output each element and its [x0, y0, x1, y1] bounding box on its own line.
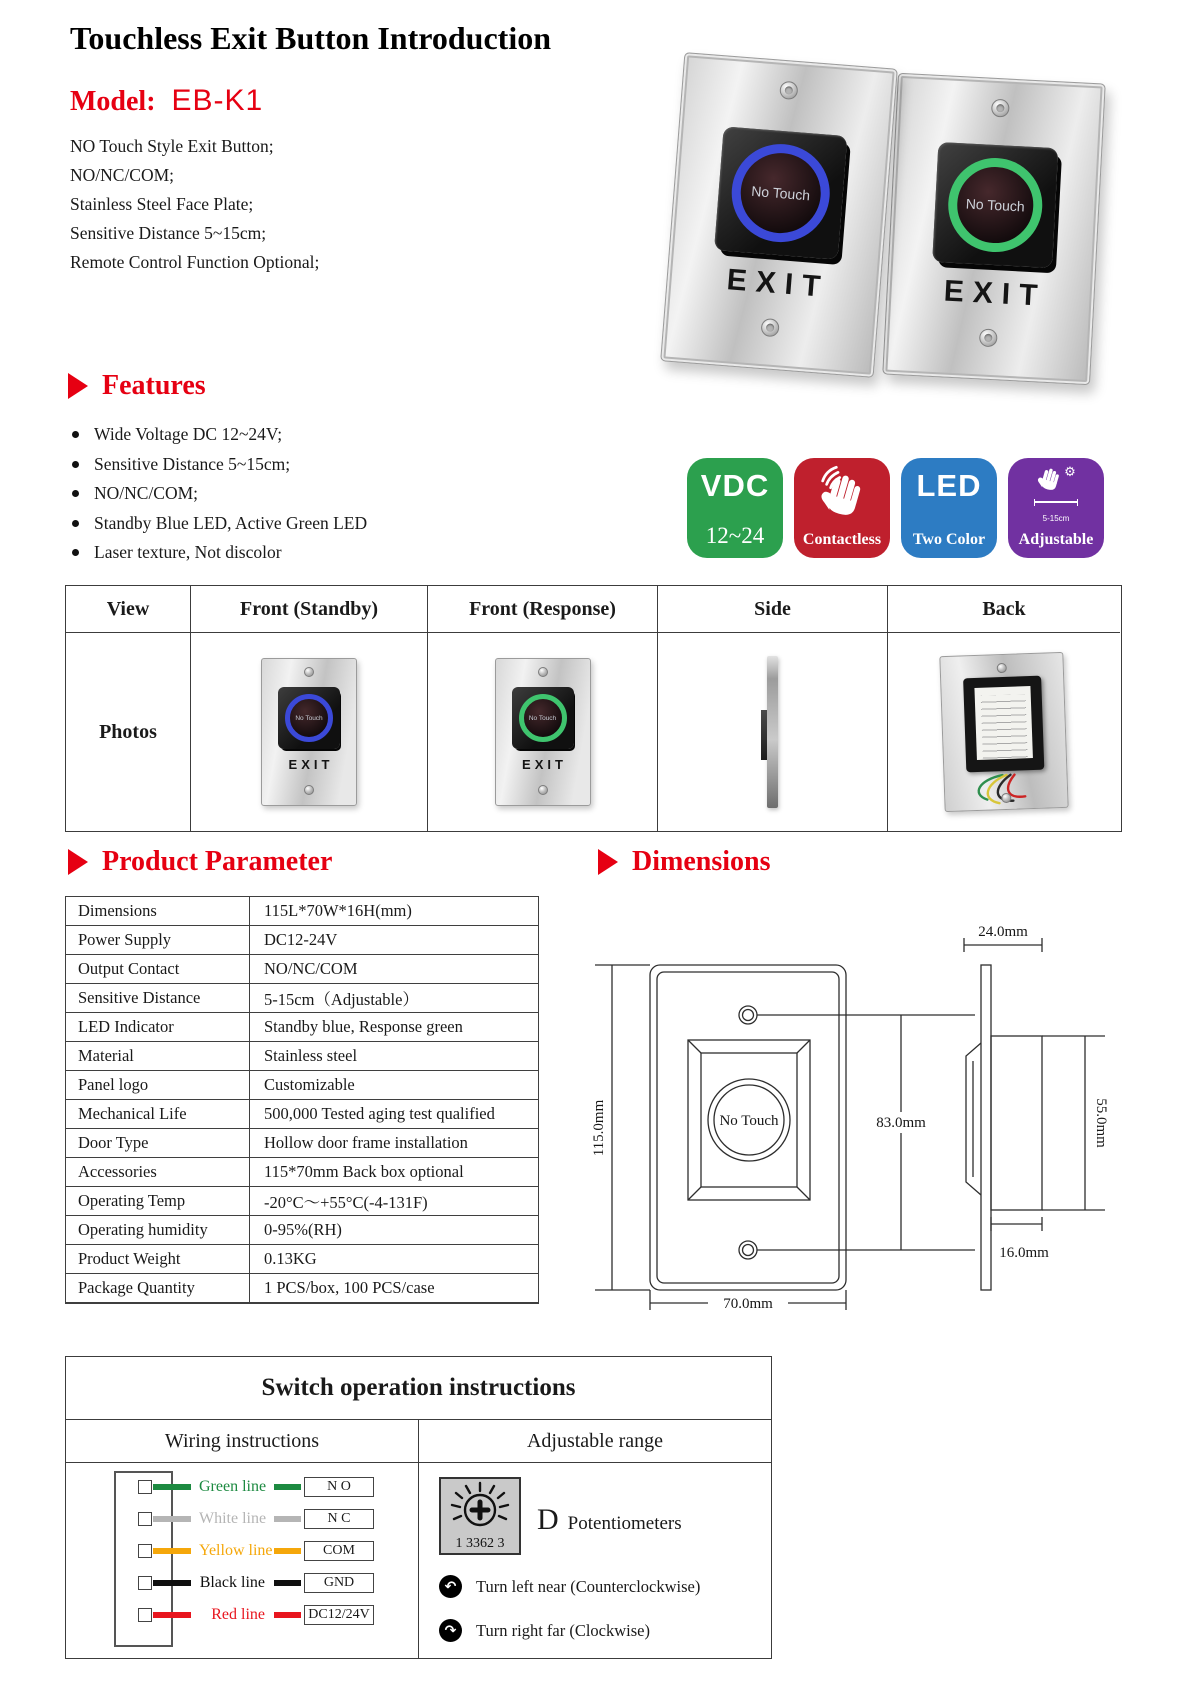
terminal-box: GND: [304, 1573, 374, 1593]
exit-button-photo-response: [882, 73, 1106, 385]
terminal-box: DC12/24V: [304, 1605, 374, 1625]
wires-icon: [958, 771, 1051, 810]
wire-label: Red line: [211, 1606, 265, 1623]
wire-stub: [153, 1484, 191, 1490]
table-row: Operating Temp -20°C～+55°C(-4-131F): [66, 1187, 538, 1216]
rotate-cw-icon: [439, 1619, 462, 1642]
label-sticker: [974, 686, 1032, 760]
adjustable-range-panel: [419, 1463, 771, 1658]
back-box: [963, 676, 1044, 773]
wire-label: Green line: [199, 1478, 267, 1495]
wire-row: [66, 1605, 374, 1625]
hand-icon: [818, 465, 866, 515]
wiring-instructions-header: Wiring instructions: [66, 1420, 419, 1462]
screw-icon: [760, 318, 779, 337]
table-row: Mechanical Life 500,000 Tested aging test qualified: [66, 1100, 538, 1129]
wire-stub: [153, 1612, 191, 1618]
dim-depth-label: 24.0mm: [978, 924, 1028, 940]
feature-item: Laser texture, Not discolor: [72, 538, 367, 568]
photo-front-standby: No Touch EXIT: [261, 658, 357, 806]
switch-operation-table: [65, 1356, 772, 1659]
product-parameter-heading: Product Parameter: [68, 846, 332, 878]
touch-sensor-block: [932, 142, 1058, 268]
photos-table-row: [66, 633, 1121, 831]
feature-badges: [687, 458, 1104, 558]
exit-label: EXIT: [942, 274, 1048, 313]
screw-icon: [779, 81, 798, 100]
wire-stub: [153, 1516, 191, 1522]
badge-adjustable: [1008, 458, 1104, 558]
bullet-icon: [72, 549, 79, 556]
badge-adjustable-label: Adjustable: [1018, 530, 1094, 548]
no-touch-label: No Touch: [750, 182, 811, 204]
terminal-box: N C: [304, 1509, 374, 1529]
screw-icon: [997, 663, 1007, 673]
table-row: Accessories 115*70mm Back box optional: [66, 1158, 538, 1187]
screw-icon: [304, 785, 314, 795]
dimensions-heading: Dimensions: [598, 846, 770, 878]
feature-item: Standby Blue LED, Active Green LED: [72, 509, 367, 539]
terminal-pin-icon: [138, 1576, 152, 1590]
badge-led-top: LED: [916, 468, 982, 503]
product-description: [70, 132, 319, 277]
dimensions-drawing: [545, 860, 1190, 1330]
features-list: [72, 420, 367, 568]
potentiometer-icon: [439, 1477, 521, 1560]
feature-item: Wide Voltage DC 12~24V;: [72, 420, 367, 450]
turn-instruction: ↶ Turn left near (Counterclockwise): [439, 1575, 700, 1598]
badge-contactless-label: Contactless: [802, 531, 882, 548]
wire-stub: [153, 1548, 191, 1554]
bullet-icon: [72, 490, 79, 497]
exit-label: EXIT: [725, 263, 831, 305]
screw-icon: [304, 667, 314, 677]
terminal-pin-icon: [138, 1544, 152, 1558]
badge-led-bottom: Two Color: [912, 531, 986, 548]
screw-icon: [538, 785, 548, 795]
rotate-ccw-icon: [439, 1575, 462, 1598]
screw-icon: [979, 328, 998, 347]
table-row: Product Weight 0.13KG: [66, 1245, 538, 1274]
screw-icon: [991, 99, 1010, 118]
table-row: Package Quantity 1 PCS/box, 100 PCS/case: [66, 1274, 538, 1303]
photos-table: [65, 585, 1122, 832]
column-header: Back: [888, 586, 1120, 633]
column-header: Side: [658, 586, 888, 633]
screw-icon: [538, 667, 548, 677]
turn-instruction: ↷ Turn right far (Clockwise): [439, 1619, 650, 1642]
terminal-pin-icon: [138, 1512, 152, 1526]
exit-button-photo-standby: [660, 52, 898, 378]
column-header: Front (Response): [428, 586, 658, 633]
wire-stub: [153, 1580, 191, 1586]
product-parameter-table: [65, 896, 539, 1304]
page-title: Touchless Exit Button Introduction: [70, 20, 552, 56]
badge-contactless: [794, 458, 890, 558]
model-value: EB-K1: [171, 84, 264, 117]
bullet-icon: [72, 431, 79, 438]
column-header: Front (Standby): [191, 586, 428, 633]
wiring-diagram: [66, 1463, 419, 1658]
table-row: LED Indicator Standby blue, Response green: [66, 1013, 538, 1042]
wire-bar: [274, 1580, 301, 1586]
photo-side-view: [767, 656, 778, 808]
wire-label: Yellow line: [199, 1542, 273, 1559]
gear-icon: [1064, 463, 1076, 481]
ruler-icon: [1034, 499, 1078, 506]
touch-sensor-block: [714, 126, 847, 259]
wire-row: [66, 1477, 374, 1497]
model-label: Model:: [70, 86, 156, 117]
potentiometer-name: Potentiometers: [567, 1513, 682, 1534]
table-row: Output Contact NO/NC/COM: [66, 955, 538, 984]
wire-row: [66, 1541, 374, 1561]
potentiometer-scale: 1 3362 3: [455, 1536, 505, 1551]
wire-label: White line: [199, 1510, 267, 1527]
sensor-ring-green: [946, 156, 1045, 255]
no-touch-label: No Touch: [719, 1113, 779, 1129]
terminal-pin-icon: [138, 1480, 152, 1494]
wire-bar: [274, 1516, 301, 1522]
wire-bar: [274, 1484, 301, 1490]
description-line: Sensitive Distance 5~15cm;: [70, 223, 267, 243]
wire-label: Black line: [199, 1574, 265, 1591]
wire-row: [66, 1573, 374, 1593]
wire-bar: [274, 1548, 301, 1554]
terminal-box: COM: [304, 1541, 374, 1561]
description-line: Remote Control Function Optional;: [70, 252, 320, 272]
description-line: NO/NC/COM;: [70, 165, 175, 185]
adjustable-icons: [1036, 463, 1076, 490]
switch-operation-subheaders: [66, 1420, 771, 1463]
photos-table-header: [66, 586, 1121, 633]
table-row: Door Type Hollow door frame installation: [66, 1129, 538, 1158]
terminal-pin-icon: [138, 1608, 152, 1622]
potentiometer-d: D: [537, 1503, 559, 1536]
table-row: Panel logo Customizable: [66, 1071, 538, 1100]
product-photos: [650, 52, 1120, 397]
dim-panel-height-label: 16.0mm: [999, 1245, 1049, 1261]
row-label: Photos: [99, 720, 157, 743]
description-line: NO Touch Style Exit Button;: [70, 136, 274, 156]
features-heading: Features: [68, 370, 206, 402]
wire-bar: [274, 1612, 301, 1618]
column-header: View: [66, 586, 191, 633]
no-touch-label: No Touch: [965, 195, 1026, 215]
badge-vdc-top: VDC: [700, 468, 770, 503]
potentiometer-caption: [537, 1503, 682, 1537]
dim-screw-span-label: 83.0mm: [876, 1115, 926, 1131]
terminal-box: N O: [304, 1477, 374, 1497]
dim-height-label: 115.0mm: [591, 1099, 607, 1157]
adjustable-range-header: Adjustable range: [526, 1429, 664, 1452]
table-row: Operating humidity 0-95%(RH): [66, 1216, 538, 1245]
table-row: Material Stainless steel: [66, 1042, 538, 1071]
badge-vdc: [687, 458, 783, 558]
bullet-icon: [72, 461, 79, 468]
switch-operation-title: Switch operation instructions: [66, 1357, 771, 1420]
feature-item: Sensitive Distance 5~15cm;: [72, 450, 367, 480]
sensor-ring-blue: [728, 140, 833, 245]
photo-front-response: No Touch EXIT: [495, 658, 591, 806]
badge-led: [901, 458, 997, 558]
badge-range-label: 5-15cm: [1042, 514, 1070, 524]
bullet-icon: [72, 520, 79, 527]
wire-row: [66, 1509, 374, 1529]
feature-item: NO/NC/COM;: [72, 479, 367, 509]
dim-width-label: 70.0mm: [723, 1296, 773, 1312]
photo-back-view: [939, 652, 1068, 812]
triangle-icon: [68, 849, 88, 875]
description-line: Stainless Steel Face Plate;: [70, 194, 254, 214]
badge-vdc-bottom: 12~24: [705, 523, 765, 548]
table-row: Dimensions 115L*70W*16H(mm): [66, 897, 538, 926]
model-line: [70, 84, 263, 118]
table-row: Power Supply DC12-24V: [66, 926, 538, 955]
table-row: Sensitive Distance 5-15cm（Adjustable）: [66, 984, 538, 1013]
dim-box-height-label: 55.0mm: [1093, 1098, 1109, 1148]
hand-icon: [1036, 463, 1062, 490]
triangle-icon: [68, 373, 88, 399]
